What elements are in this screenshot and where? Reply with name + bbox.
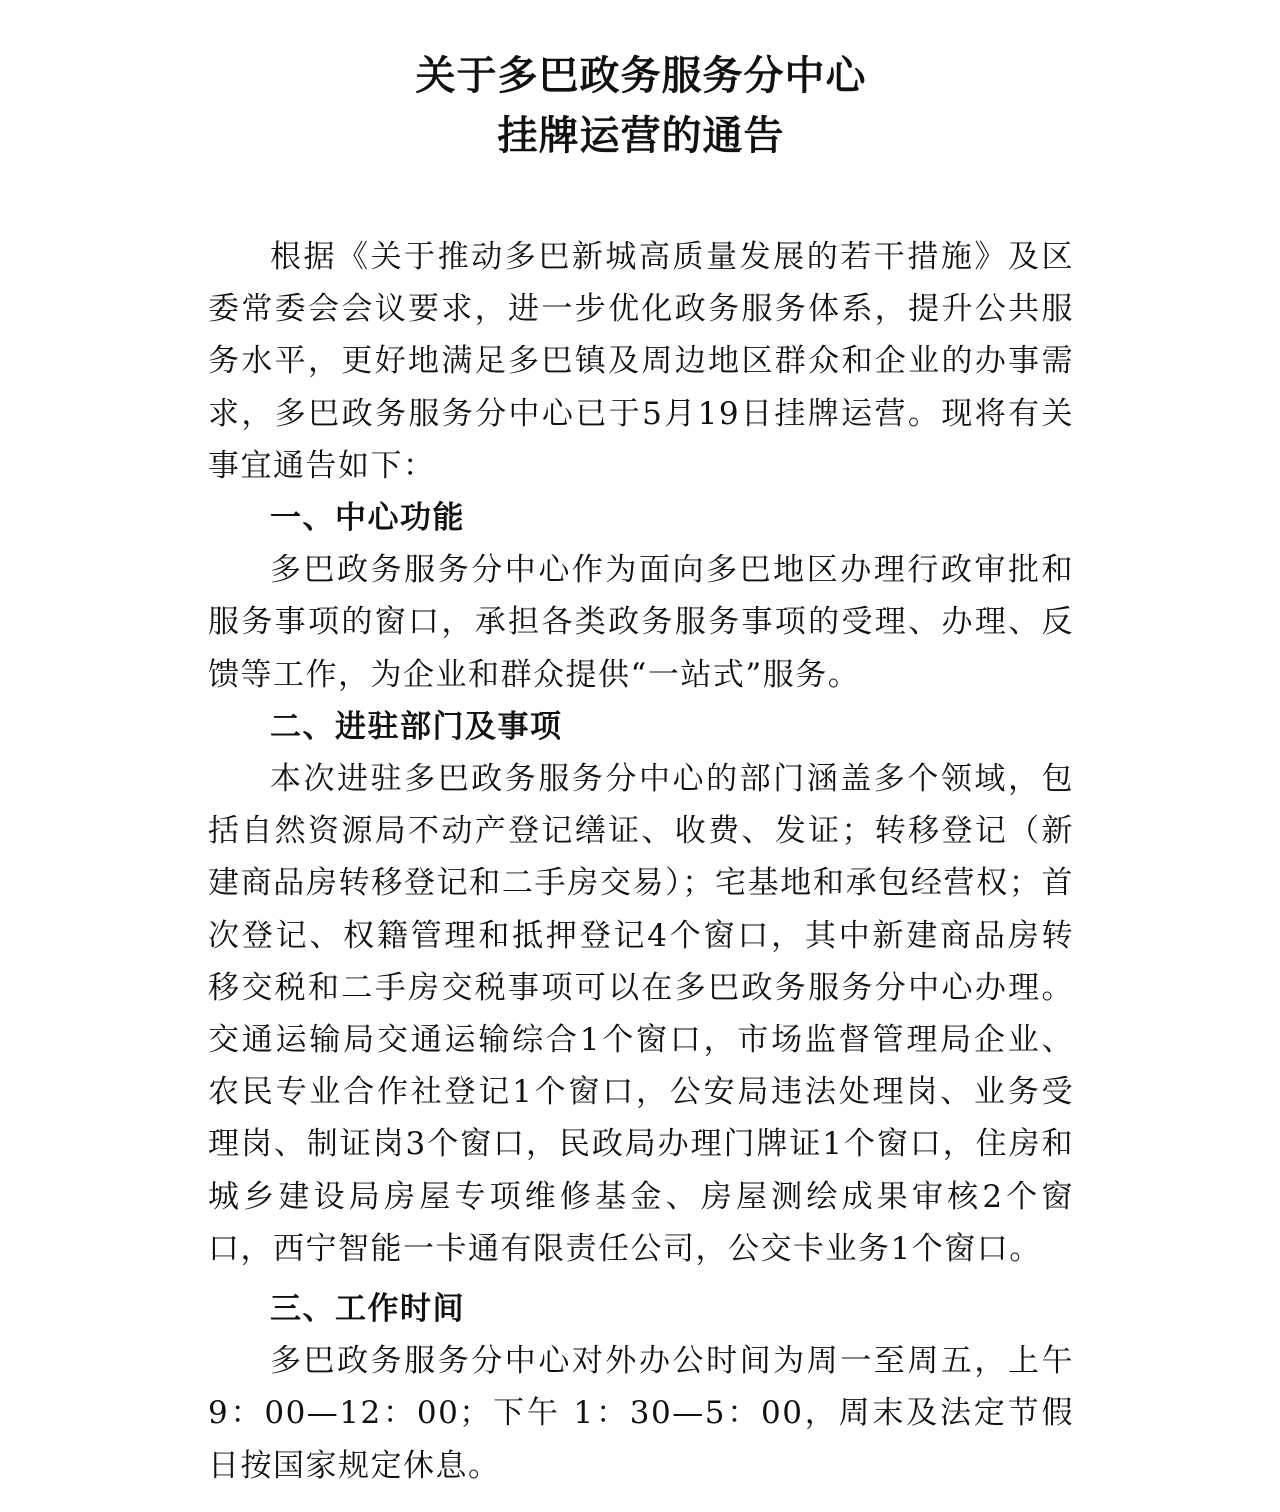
- document-title: [208, 46, 1074, 166]
- section-heading-departments: 二、进驻部门及事项: [270, 708, 563, 745]
- title-line-2: 挂牌运营的通告: [497, 113, 785, 159]
- section-heading-functions: 一、中心功能: [270, 500, 465, 537]
- section-heading-hours: 三、工作时间: [270, 1291, 465, 1328]
- title-line-1: 关于多巴政务服务分中心: [415, 53, 867, 99]
- document-body: [208, 231, 1074, 1492]
- section-text-hours: 多巴政务服务分中心对外办公时间为周一至周五，上午9：00—12：00；下午 1：30—5：00，周末及法定节假日按国家规定休息。: [208, 1343, 1074, 1484]
- intro-paragraph: 根据《关于推动多巴新城高质量发展的若干措施》及区委常委会会议要求，进一步优化政务服务体系，提升公共服务水平，更好地满足多巴镇及周边地区群众和企业的办事需求，多巴政务服务分中心已于5月19日挂牌运营。现将有关事宜通告如下：: [208, 239, 1074, 484]
- section-text-departments: 本次进驻多巴政务服务分中心的部门涵盖多个领域，包括自然资源局不动产登记缮证、收费、发证；转移登记（新建商品房转移登记和二手房交易）；宅基地和承包经营权；首次登记、权籍管理和抵押登记4个窗口，其中新建商品房转移交税和二手房交税事项可以在多巴政务服务分中心办理。交通运输局交通运输综合1个窗口，市场监督管理局企业、农民专业合作社登记1个窗口，公安局违法处理岗、业务受理岗、制证岗3个窗口，民政局办理门牌证1个窗口，住房和城乡建设局房屋专项维修基金、房屋测绘成果审核2个窗口，西宁智能一卡通有限责任公司，公交卡业务1个窗口。: [208, 761, 1074, 1267]
- notice-document: [208, 46, 1074, 1492]
- section-text-functions: 多巴政务服务分中心作为面向多巴地区办理行政审批和服务事项的窗口，承担各类政务服务事项的受理、办理、反馈等工作，为企业和群众提供“一站式”服务。: [208, 552, 1074, 693]
